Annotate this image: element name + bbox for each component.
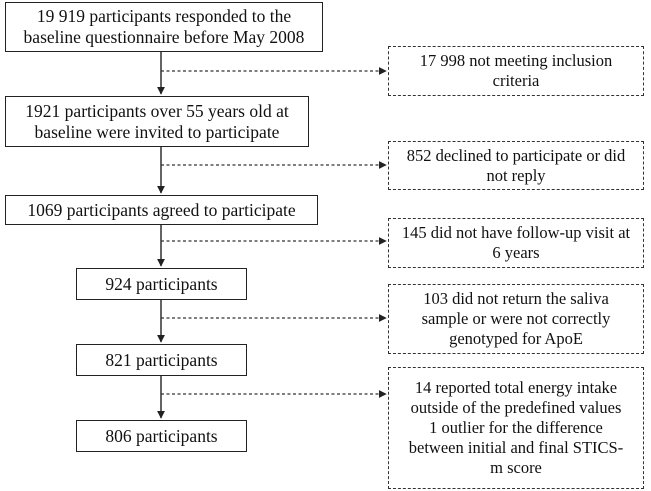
exclusion-box-line: criteria [492,71,540,90]
exclusion-box-line: 14 reported total energy intake [414,378,618,397]
exclusion-box-line: 17 998 not meeting inclusion [419,51,613,70]
exclusion-box-line: between initial and final STICS- [408,438,624,457]
exclusion-box-line: 1 outlier for the difference [429,418,603,437]
exclusion-box-line: not reply [486,165,546,185]
step-box-line: 19 919 participants responded to the [36,6,292,26]
exclusion-box-line: 103 did not return the saliva [423,289,609,308]
step-box-806 [76,420,247,452]
step-box-responded [5,2,323,52]
exclusion-box-line: outside of the predefined values [410,398,622,417]
step-box-line: baseline were invited to participate [34,121,280,142]
exclusion-box-inclusion-criteria [388,46,644,96]
step-box-line: 1921 participants over 55 years old at [25,100,289,121]
step-box-agreed [5,195,318,225]
step-box-invited [5,96,309,147]
exclusion-box-saliva [388,284,644,354]
exclusion-box-line: 6 years [492,243,540,262]
step-box-924 [76,268,247,300]
exclusion-box-no-followup [388,218,644,268]
exclusion-box-line: sample or were not correctly [421,309,611,328]
exclusion-box-line: m score [490,458,542,477]
step-box-line: 1069 participants agreed to participate [27,199,296,220]
exclusion-box-line: 852 declined to participate or did [406,145,626,165]
step-box-line: 924 participants [105,273,218,294]
step-box-line: baseline questionnaire before May 2008 [23,27,305,47]
exclusion-box-energy-outlier [388,367,644,489]
exclusion-box-declined [388,141,644,190]
step-box-821 [76,344,247,376]
step-box-line: 821 participants [105,349,218,370]
exclusion-box-line: genotyped for ApoE [449,329,583,348]
step-box-line: 806 participants [105,425,218,446]
exclusion-box-line: 145 did not have follow-up visit at [401,223,631,242]
